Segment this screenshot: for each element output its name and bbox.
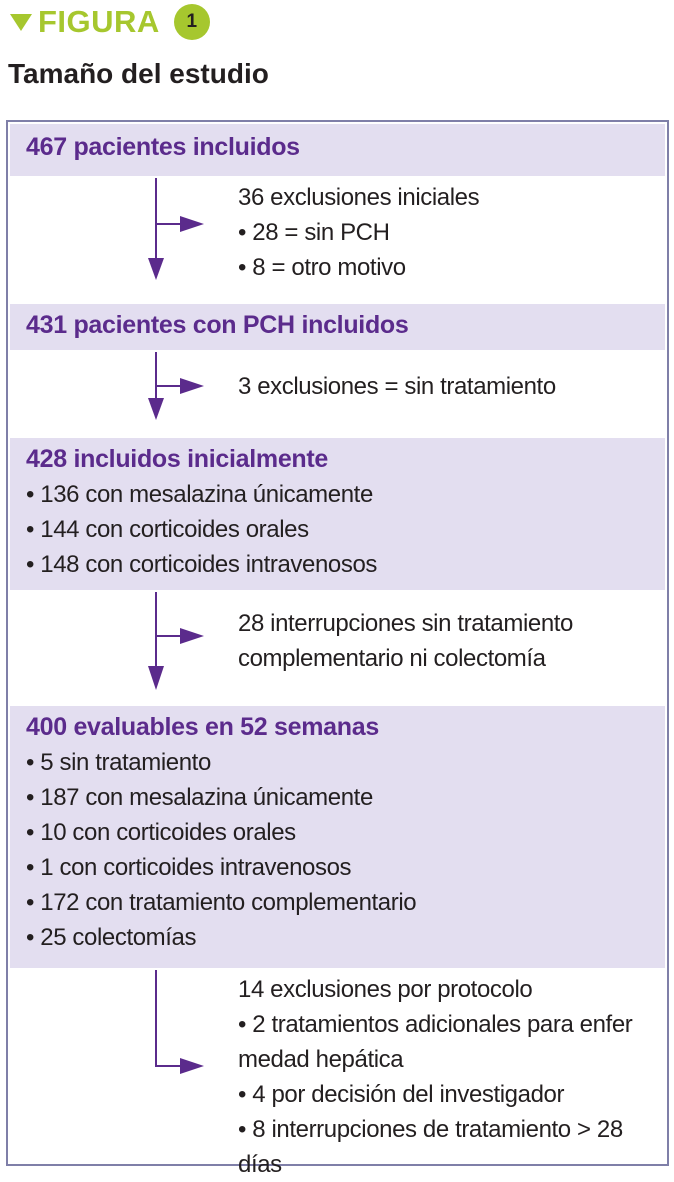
- exclusion-line: 28 interrupciones sin tratamiento: [238, 610, 573, 637]
- box-item: • 144 con corticoides orales: [26, 516, 309, 543]
- down-arrow-icon: [148, 592, 164, 690]
- exclusion-line: • 4 por decisión del investigador: [238, 1081, 565, 1108]
- box-item: • 148 con corticoides intravenosos: [26, 551, 378, 578]
- exclusion-line: medad hepática: [238, 1046, 404, 1073]
- box-item: • 1 con corticoides intravenosos: [26, 854, 352, 881]
- right-arrow-icon: [156, 628, 204, 644]
- exclusion-line: 3 exclusiones = sin tratamiento: [238, 373, 556, 400]
- box-item: • 187 con mesalazina únicamente: [26, 784, 373, 811]
- box-item: • 172 con tratamiento complementario: [26, 889, 417, 916]
- box-heading: 428 incluidos inicialmente: [26, 445, 329, 473]
- exclusion-line: • 2 tratamientos adicionales para enfer: [238, 1011, 633, 1038]
- diagram-title: Tamaño del estudio: [8, 58, 269, 89]
- figure-label: FIGURA: [38, 4, 160, 39]
- elbow-arrow-icon: [156, 970, 204, 1074]
- box-item: • 5 sin tratamiento: [26, 749, 211, 776]
- box-heading: 431 pacientes con PCH incluidos: [26, 311, 409, 339]
- down-arrow-icon: [148, 178, 164, 280]
- box-heading: 400 evaluables en 52 semanas: [26, 713, 379, 741]
- exclusion-line: 36 exclusiones iniciales: [238, 184, 480, 211]
- figure-number-badge: 1: [174, 4, 210, 40]
- exclusion-line: 14 exclusiones por protocolo: [238, 976, 533, 1003]
- exclusion-line: • 8 = otro motivo: [238, 254, 406, 281]
- exclusion-line: • 28 = sin PCH: [238, 219, 390, 246]
- right-arrow-icon: [156, 378, 204, 394]
- flow-diagram-frame: [6, 120, 669, 1178]
- triangle-down-icon: [10, 14, 32, 31]
- exclusion-line: • 8 interrupciones de tratamiento > 28 días: [238, 1116, 623, 1178]
- flow-arrows: [8, 122, 671, 1168]
- box-item: • 10 con corticoides orales: [26, 819, 296, 846]
- right-arrow-icon: [156, 216, 204, 232]
- box-item: • 25 colectomías: [26, 924, 197, 951]
- box-item: • 136 con mesalazina únicamente: [26, 481, 373, 508]
- box-heading: 467 pacientes incluidos: [26, 133, 300, 161]
- figure-header: [10, 2, 210, 42]
- exclusion-line: complementario ni colectomía: [238, 645, 546, 672]
